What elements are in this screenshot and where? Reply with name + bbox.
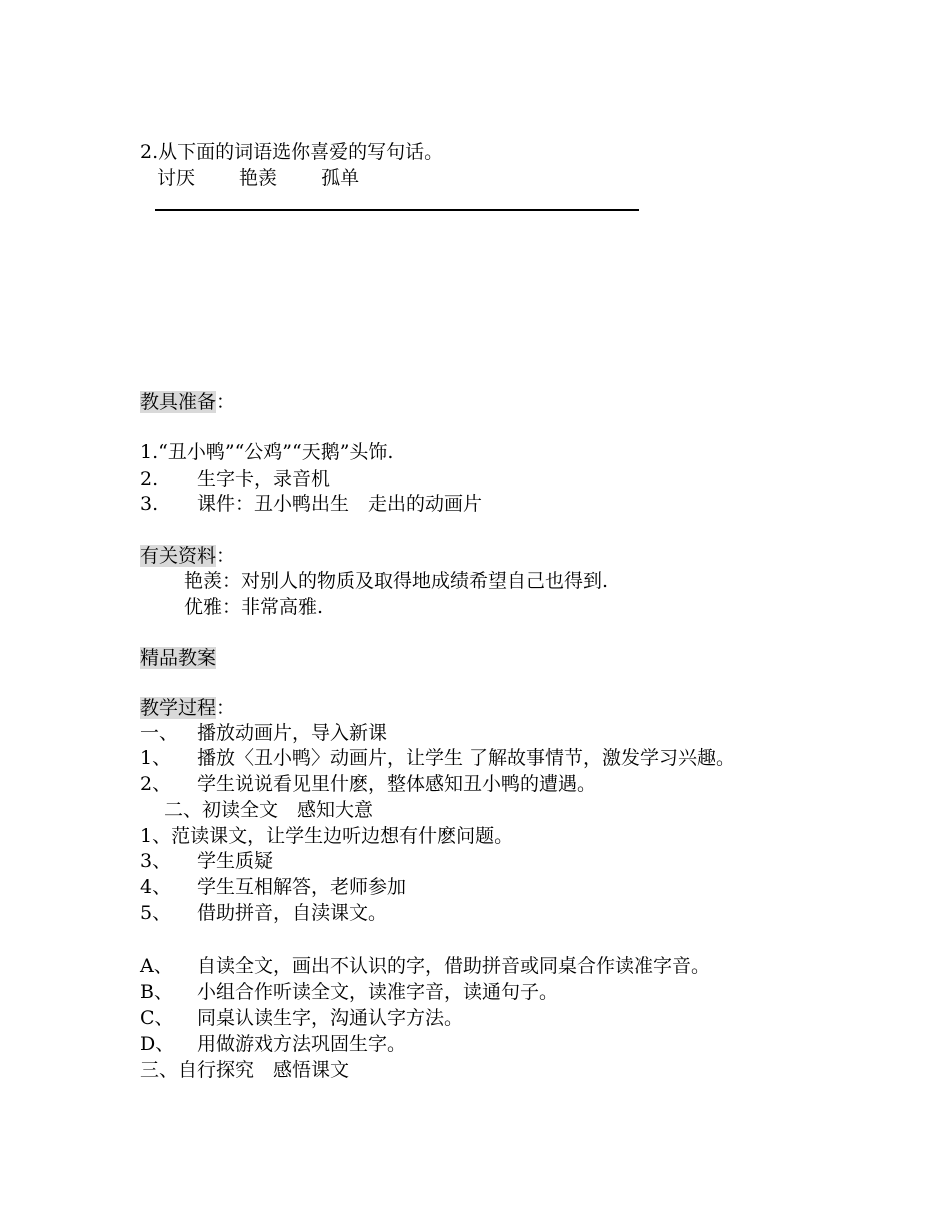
materials-heading-text: 教具准备 (140, 391, 217, 413)
plan-heading-text: 精品教案 (140, 647, 217, 669)
step-number: 5、 (140, 902, 172, 924)
materials-heading (140, 390, 235, 414)
step-text: 自读全文，画出不认识的字，借助拼音或同桌合作读准字音。 (197, 955, 711, 977)
step-text: 学生说说看见里什麽，整体感知丑小鸭的遭遇。 (197, 773, 597, 795)
step-number: 3、 (140, 850, 172, 872)
step-number: A、 (140, 955, 173, 977)
word-choice: 艳羡 (239, 167, 278, 189)
step-text: 三、自行探究 感悟课文 (140, 1059, 350, 1081)
materials-item (140, 492, 482, 516)
process-line (140, 1006, 463, 1030)
item-number: 2. (140, 468, 159, 490)
step-number: B、 (140, 981, 173, 1003)
process-line (140, 721, 387, 745)
materials-item (140, 467, 330, 491)
item-number: 3. (140, 493, 159, 515)
word-choice: 孤单 (321, 167, 360, 189)
step-number: 2、 (140, 773, 172, 795)
word-choices (157, 166, 359, 190)
process-heading (140, 696, 235, 720)
word-choice: 讨厌 (157, 167, 196, 189)
step-text: 借助拼音，自渎课文。 (197, 902, 388, 924)
references-heading-text: 有关资料 (140, 545, 217, 567)
reference-item: 艳羡：对别人的物质及取得地成绩希望自己也得到. (184, 570, 609, 592)
item-text: “丑小鸭”“公鸡”“天鹅”头饰. (158, 441, 394, 463)
step-text: 二、初读全文 感知大意 (164, 799, 374, 821)
plan-heading (140, 646, 216, 670)
step-text: 播放〈丑小鸭〉动画片，让学生 了解故事情节，激发学习兴趣。 (197, 747, 736, 769)
process-line (140, 875, 406, 899)
materials-item (140, 440, 393, 464)
process-line (164, 798, 373, 822)
step-number: 4、 (140, 876, 172, 898)
colon: ： (216, 545, 236, 567)
exercise-prompt: 2.从下面的词语选你喜爱的写句话。 (140, 141, 444, 163)
item-text: 生字卡，录音机 (197, 468, 331, 490)
item-number: 1. (140, 441, 159, 463)
answer-line (155, 209, 639, 211)
step-text: 小组合作听读全文，读准字音，读通句子。 (197, 981, 559, 1003)
step-text: 学生质疑 (197, 850, 274, 872)
process-heading-text: 教学过程 (140, 697, 217, 719)
step-text: 播放动画片，导入新课 (197, 722, 388, 744)
colon: ： (216, 391, 236, 413)
colon: ： (216, 697, 236, 719)
step-number: 一、 (140, 722, 179, 744)
process-line (140, 1032, 406, 1056)
step-text: 学生互相解答，老师参加 (197, 876, 407, 898)
process-line (140, 901, 387, 925)
process-line (140, 772, 596, 796)
process-line (140, 954, 710, 978)
process-line (140, 849, 273, 873)
references-heading (140, 544, 235, 568)
process-line (140, 980, 558, 1004)
process-line (140, 746, 735, 770)
reference-item: 优雅：非常高雅. (184, 596, 324, 618)
step-text: 1、范读课文，让学生边听边想有什麽问题。 (140, 825, 514, 847)
step-text: 同桌认读生字，沟通认字方法。 (197, 1007, 464, 1029)
process-line (140, 824, 513, 848)
step-number: 1、 (140, 747, 172, 769)
step-text: 用做游戏方法巩固生字。 (197, 1033, 407, 1055)
step-number: D、 (140, 1033, 175, 1055)
item-text: 课件：丑小鸭出生 走出的动画片 (197, 493, 483, 515)
step-number: C、 (140, 1007, 174, 1029)
process-line (140, 1058, 349, 1082)
